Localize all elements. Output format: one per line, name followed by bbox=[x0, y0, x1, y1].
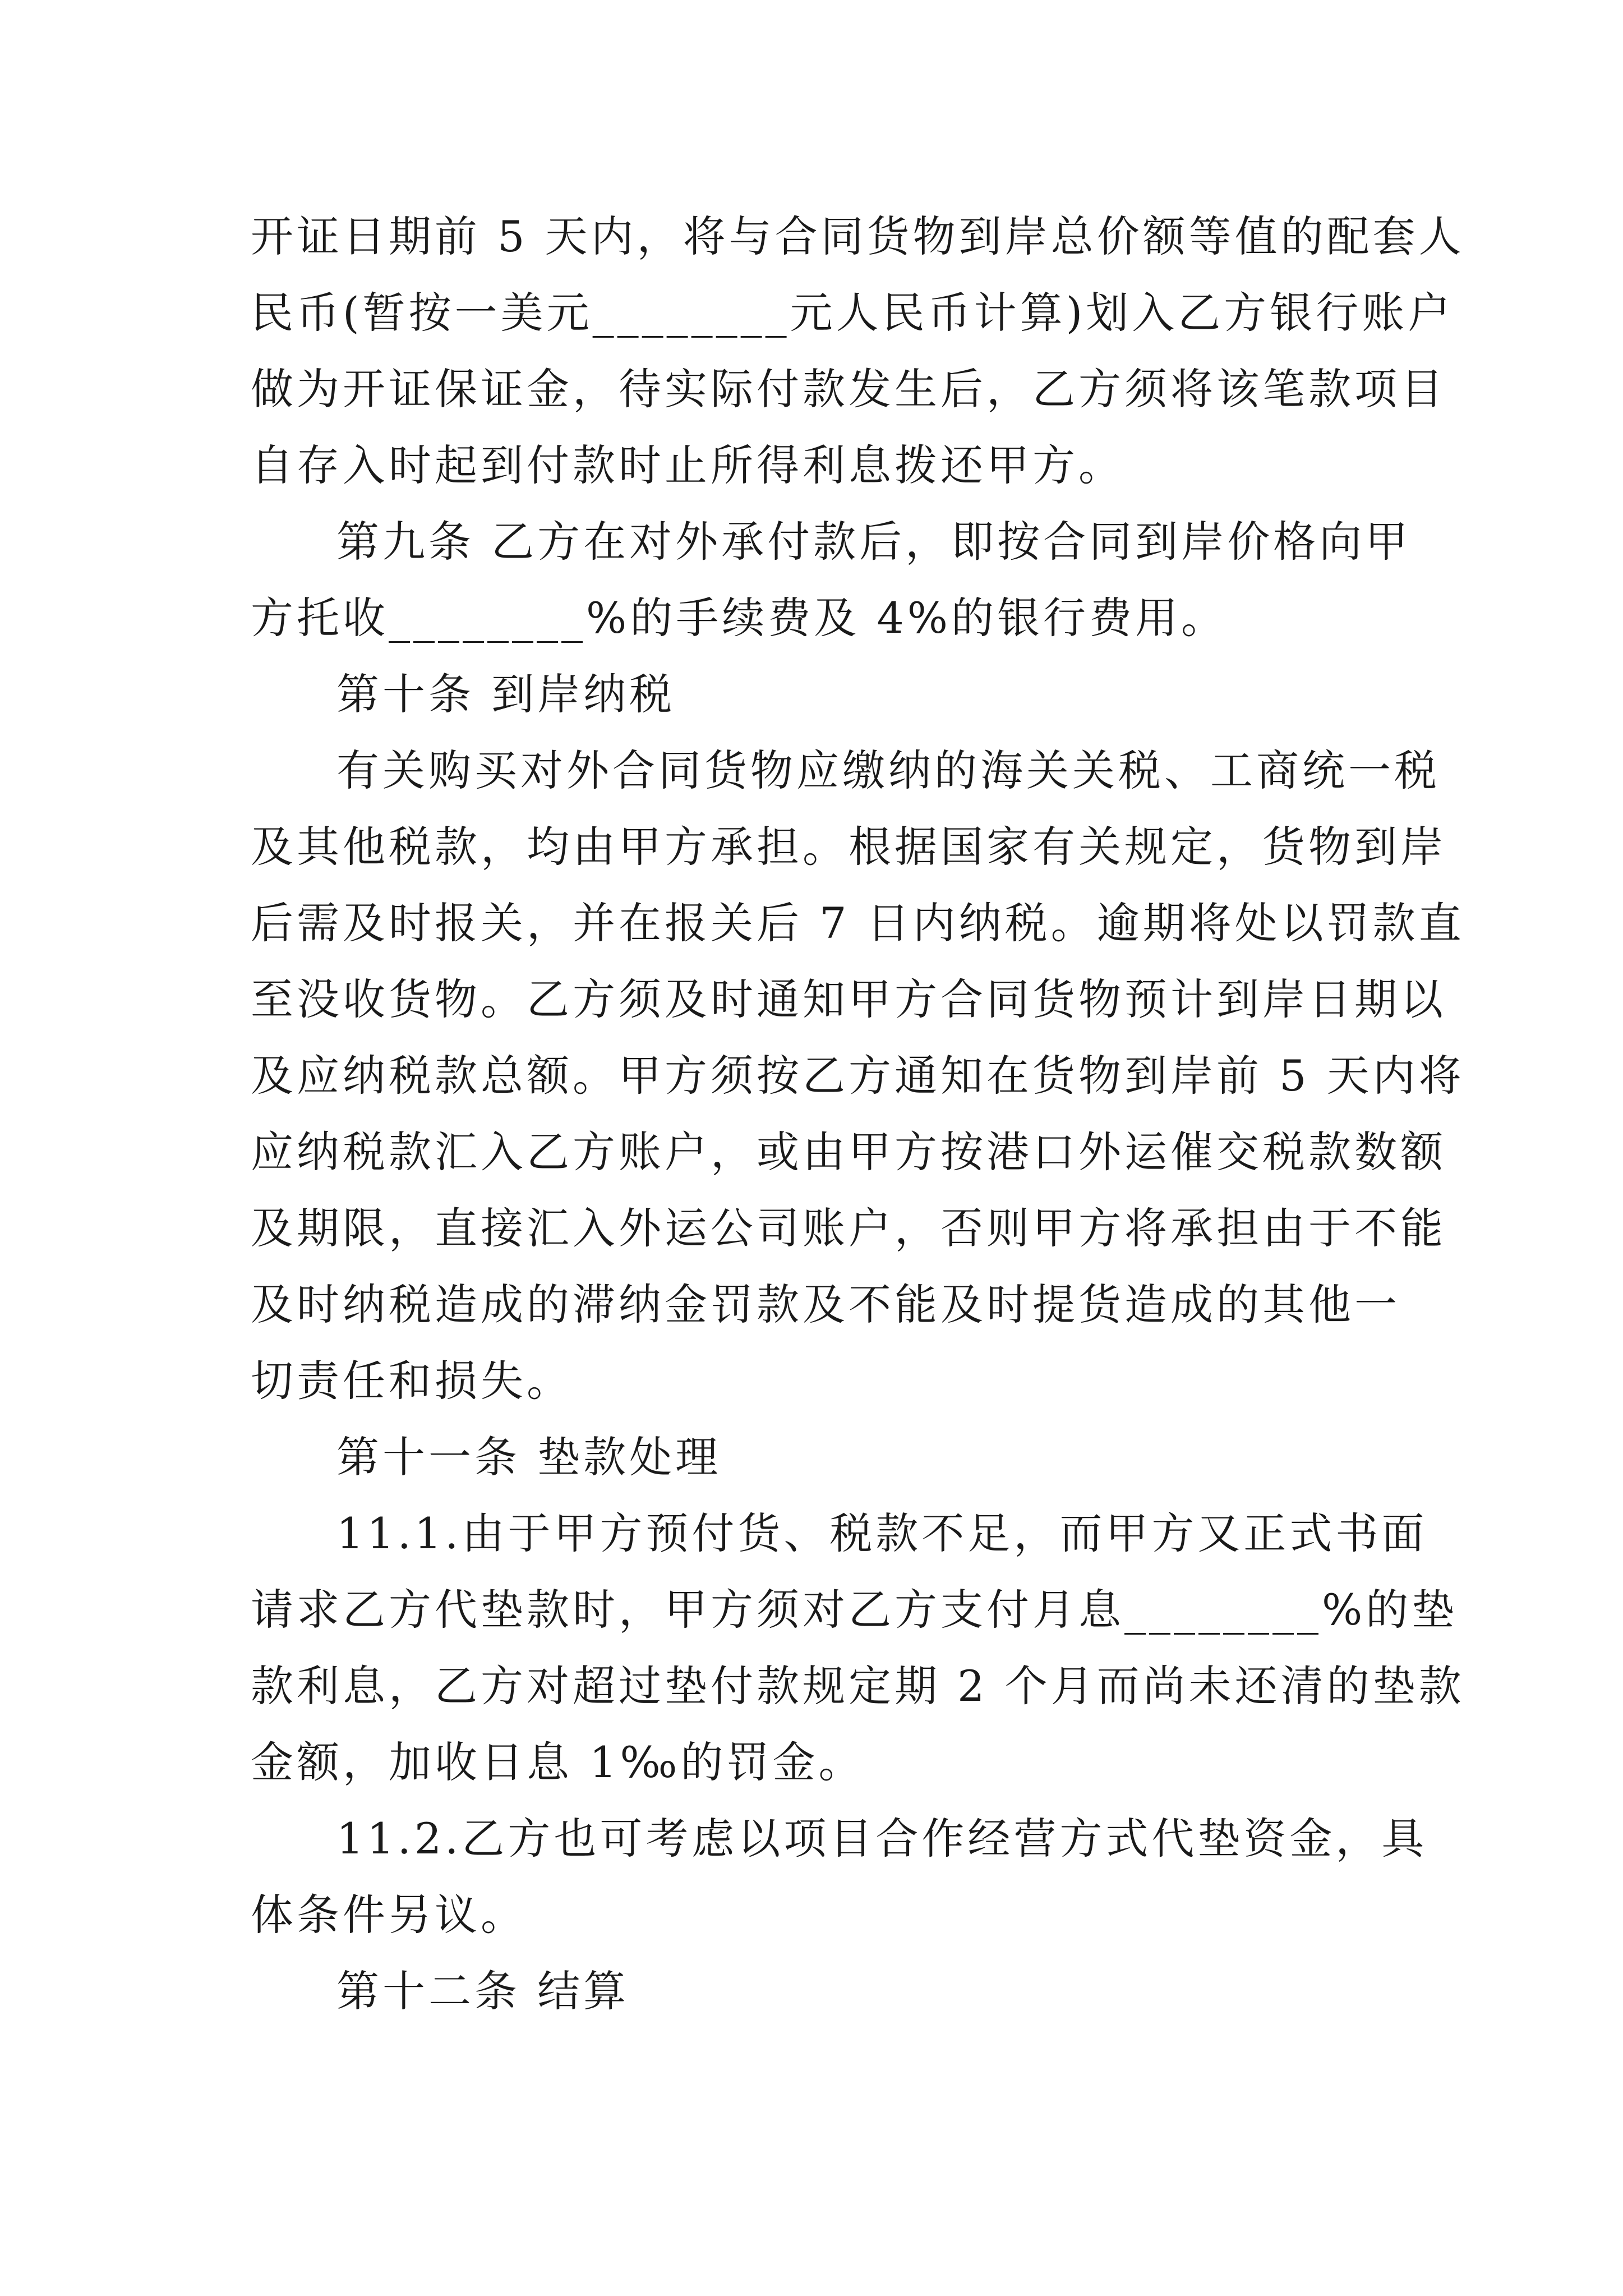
text-line: 至没收货物。乙方须及时通知甲方合同货物预计到岸日期以 bbox=[251, 974, 1446, 1024]
text-line: 体条件另议。 bbox=[251, 1890, 527, 1940]
article-11-heading: 第十一条 垫款处理 bbox=[336, 1432, 722, 1482]
clause-11-2: 11.2.乙方也可考虑以项目合作经营方式代垫资金，具 bbox=[336, 1814, 1428, 1864]
text-line: 请求乙方代垫款时，甲方须对乙方支付月息________%的垫 bbox=[251, 1585, 1458, 1635]
text-line: 开证日期前 5 天内，将与合同货物到岸总价额等值的配套人 bbox=[251, 211, 1465, 261]
text-line: 金额，加收日息 1‰的罚金。 bbox=[251, 1737, 865, 1787]
text-line: 切责任和损失。 bbox=[251, 1356, 573, 1406]
clause-11-1: 11.1.由于甲方预付货、税款不足，而甲方又正式书面 bbox=[336, 1508, 1428, 1558]
text-line: 款利息，乙方对超过垫付款规定期 2 个月而尚未还清的垫款 bbox=[251, 1661, 1465, 1711]
text-line: 有关购买对外合同货物应缴纳的海关关税、工商统一税 bbox=[336, 746, 1440, 795]
text-line: 及应纳税款总额。甲方须按乙方通知在货物到岸前 5 天内将 bbox=[251, 1051, 1465, 1101]
text-line: 自存入时起到付款时止所得利息拨还甲方。 bbox=[251, 440, 1124, 490]
article-9-heading: 第九条 乙方在对外承付款后，即按合同到岸价格向甲 bbox=[336, 517, 1412, 567]
text-line: 应纳税款汇入乙方账户，或由甲方按港口外运催交税款数额 bbox=[251, 1127, 1446, 1177]
text-line: 做为开证保证金，待实际付款发生后，乙方须将该笔款项目 bbox=[251, 364, 1446, 414]
text-line: 及时纳税造成的滞纳金罚款及不能及时提货造成的其他一 bbox=[251, 1280, 1400, 1329]
article-10-heading: 第十条 到岸纳税 bbox=[336, 669, 676, 719]
text-line: 及期限，直接汇入外运公司账户，否则甲方将承担由于不能 bbox=[251, 1203, 1446, 1253]
text-line: 及其他税款，均由甲方承担。根据国家有关规定，货物到岸 bbox=[251, 822, 1446, 872]
text-line: 后需及时报关，并在报关后 7 日内纳税。逾期将处以罚款直 bbox=[251, 898, 1465, 948]
text-line: 民币(暂按一美元________元人民币计算)划入乙方银行账户 bbox=[251, 288, 1454, 338]
article-12-heading: 第十二条 结算 bbox=[336, 1966, 630, 2016]
text-line: 方托收________%的手续费及 4%的银行费用。 bbox=[251, 593, 1227, 643]
